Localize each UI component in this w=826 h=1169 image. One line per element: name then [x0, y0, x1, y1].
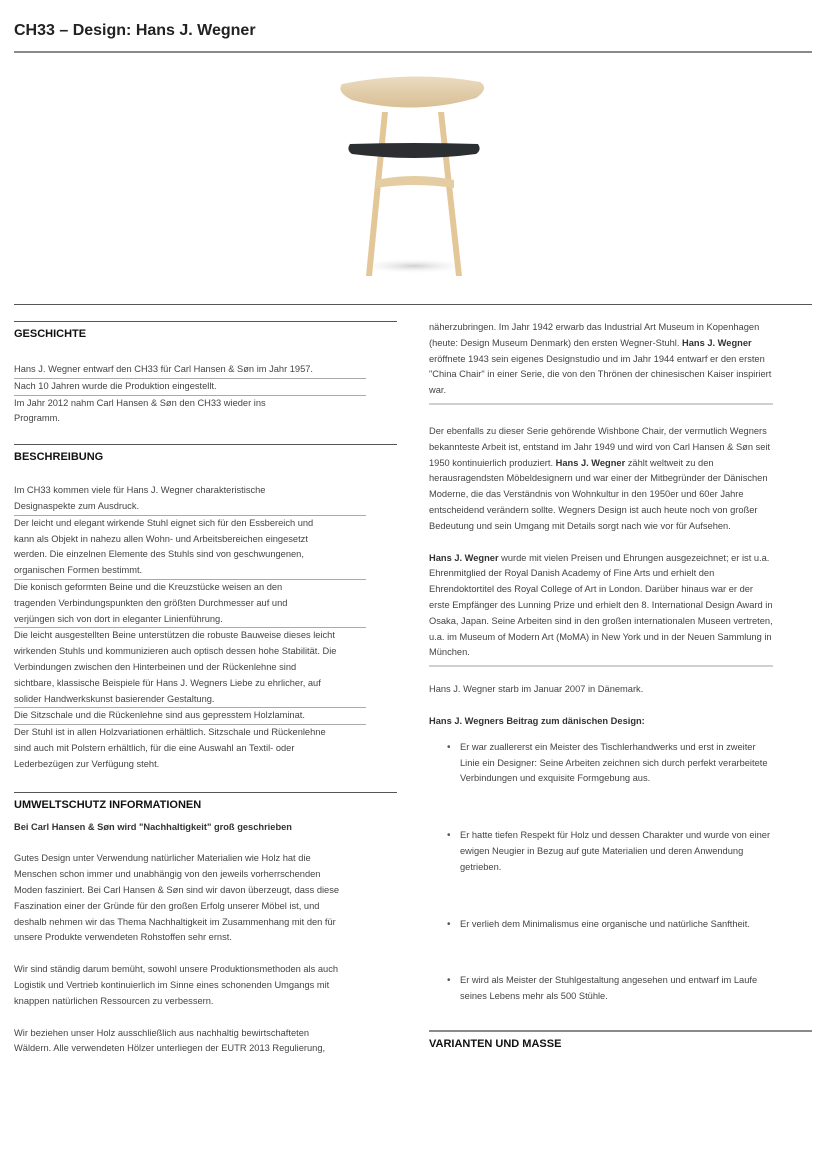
contribution-item: • Er verlieh dem Minimalismus eine organische und natürliche Sanftheit.	[460, 917, 773, 933]
contribution-item: • Er war zuallererst ein Meister des Tischlerhandwerks und erst in zweiter Linie ein Designer: Seine Arbeiten zeichnen sich durch perfekt verarbeitete Verbindungen und exquisite Formgebung aus.	[460, 740, 773, 787]
history-item: Nach 10 Jahren wurde die Produktion eingestellt.	[14, 379, 366, 396]
bio-text: zählt weltweit zu den herausragendsten Möbeldesignern und war einer der Mitbegründer der Dänischen Moderne, die das Verständnis von Wohnkultur in den 1950er und 60er Jahre entscheidend verändern sollte. Wegners Design ist auch heute noch von großer Bedeutung und sein Umgang mit Details sorgt nach wie vor für Aufsehen.	[429, 457, 768, 531]
title-divider	[14, 51, 812, 53]
description-item: Die konisch geformten Beine und die Kreuzstücke weisen an den tragenden Verbindungspunkten den größten Durchmesser auf und verjüngen sich von dort in eleganter Linienführung.	[14, 580, 366, 628]
sustainability-paragraph: Wir sind ständig darum bemüht, sowohl unsere Produktionsmethoden als auch Logistik und Vertrieb kontinuierlich im Sinne eines schonenden Umgangs mit knappen natürlichen Ressourcen zu verbessern.	[14, 964, 339, 1006]
history-item: Hans J. Wegner entwarf den CH33 für Carl Hansen & Søn im Jahr 1957.	[14, 362, 366, 379]
designer-death: Hans J. Wegner starb im Januar 2007 in Dänemark.	[429, 684, 644, 695]
section-beschreibung	[14, 444, 397, 772]
contribution-heading: Hans J. Wegners Beitrag zum dänischen Design:	[429, 715, 645, 726]
description-item: Die Sitzschale und die Rückenlehne sind aus gepresstem Holzlaminat.	[14, 708, 366, 725]
designer-name: Hans J. Wegner	[429, 552, 499, 563]
section-heading-umweltschutz: UMWELTSCHUTZ INFORMATIONEN	[14, 798, 202, 811]
chair-leg-front-left	[366, 112, 388, 276]
section-divider	[429, 1030, 812, 1032]
designer-bio-paragraph	[429, 424, 773, 535]
designer-bio-paragraph	[429, 320, 773, 399]
designer-name: Hans J. Wegner	[682, 337, 752, 348]
section-umweltschutz	[14, 792, 397, 1058]
contribution-item: • Er wird als Meister der Stuhlgestaltung angesehen und entwarf im Laufe seines Lebens mehr als 500 Stühle.	[460, 973, 773, 1005]
section-heading-varianten: VARIANTEN UND MASSE	[429, 1037, 562, 1050]
chair-image	[330, 72, 495, 282]
designer-awards-paragraph	[429, 551, 773, 662]
left-column	[14, 321, 397, 1057]
description-item: Die leicht ausgestellten Beine unterstützen die robuste Bauweise dieses leicht wirkenden Stuhls und kommunizieren auch optisch dessen hohe Stabilität. Die Verbindungen zwischen den Hinterbeinen und der Rückenlehne sind sichtbare, klassische Beispiele für Hans J. Wegners Liebe zu ehrlicher, auf solider Handwerkskunst basierender Gestaltung.	[14, 628, 366, 708]
bio-text: näherzubringen. Im Jahr 1942 erwarb das Industrial Art Museum in Kopenhagen (heute: Design Museum Denmark) den ersten Wegner-Stuhl.	[429, 322, 760, 348]
chair-stretcher	[376, 176, 454, 188]
description-item: Der leicht und elegant wirkende Stuhl eignet sich für den Essbereich und kann als Objekt in nahezu allen Wohn- und Arbeitsbereichen eingesetzt werden. Die einzelnen Elemente des Stuhls sind von geschwungenen, organischen Formen bestimmt.	[14, 516, 366, 580]
section-divider	[14, 444, 397, 445]
contribution-item: • Er hatte tiefen Respekt für Holz und dessen Charakter und wurde von einer ewigen Neugier in Bezug auf gute Materialien und deren Anwendung getrieben.	[460, 828, 773, 875]
history-item: Im Jahr 2012 nahm Carl Hansen & Søn den CH33 wieder ins Programm.	[14, 397, 266, 424]
description-item: Im CH33 kommen viele für Hans J. Wegner charakteristische Designaspekte zum Ausdruck.	[14, 483, 366, 516]
right-column	[429, 320, 773, 1051]
ch33-chair-illustration	[330, 72, 495, 282]
section-divider	[14, 321, 397, 322]
sustainability-paragraph: Gutes Design unter Verwendung natürlicher Materialien wie Holz hat die Menschen schon immer und unabhängig von den jeweils vorherrschenden Moden fasziniert. Bei Carl Hansen & Søn sind wir davon überzeugt, dass diese Faszination einer der Gründe für den großen Erfolg unserer Möbel ist, und deshalb nehmen wir das Thema Nachhaltigkeit im Zusammenhang mit den für unsere Produkte verwendeten Rohstoffen sehr ernst.	[14, 853, 340, 943]
section-varianten	[429, 1030, 773, 1051]
contribution-list	[429, 740, 773, 1005]
chair-seat	[348, 143, 479, 158]
description-item: Der Stuhl ist in allen Holzvariationen erhältlich. Sitzschale und Rückenlehne sind auch mit Polstern erhältlich, für die eine Auswahl an Textil- oder Lederbezügen zur Verfügung steht.	[14, 727, 326, 769]
hero-divider	[14, 304, 812, 305]
paragraph-divider	[429, 665, 773, 667]
designer-name: Hans J. Wegner	[555, 457, 626, 468]
bio-text: eröffnete 1943 sein eigenes Designstudio und im Jahr 1944 entwarf er den ersten "China Chair" in einer Serie, die von den Thrönen der chinesischen Kaiser inspiriert war.	[429, 353, 772, 396]
bio-text: Der ebenfalls zu dieser Serie gehörende Wishbone Chair, der vermutlich Wegners bekannteste Arbeit ist, entstand im Jahr 1949 und wird von Carl Hansen & Søn seit 1950 kontinuierlich produziert.	[429, 425, 771, 468]
section-divider	[14, 792, 397, 793]
sustainability-subheading: Bei Carl Hansen & Søn wird "Nachhaltigkeit" groß geschrieben	[14, 821, 292, 832]
section-heading-geschichte: GESCHICHTE	[14, 328, 87, 340]
chair-leg-front-right	[438, 112, 462, 276]
section-geschichte	[14, 321, 397, 427]
chair-backrest	[340, 76, 484, 107]
paragraph-divider	[429, 403, 773, 405]
sustainability-paragraph: Wir beziehen unser Holz ausschließlich aus nachhaltig bewirtschafteten Wäldern. Alle verwendeten Hölzer unterliegen der EUTR 2013 Regulierung,	[14, 1027, 326, 1054]
page-title: CH33 – Design: Hans J. Wegner	[14, 22, 256, 39]
section-heading-beschreibung: BESCHREIBUNG	[14, 451, 104, 464]
bio-text: wurde mit vielen Preisen und Ehrungen ausgezeichnet; er ist u.a. Ehrenmitglied der Royal Danish Academy of Fine Arts und erhielt den Ehrendoktortitel des Royal College of Art in London. Darüber hinaus war er der erste Empfänger des Lunning Prize und erhielt den 8. International Design Award in Osaka, Japan. Seine Arbeiten sind in den großen internationalen Museen vertreten, u.a. im Museum of Modern Art (MoMA) in New York und in der Neuen Sammlung in München.	[429, 552, 773, 658]
